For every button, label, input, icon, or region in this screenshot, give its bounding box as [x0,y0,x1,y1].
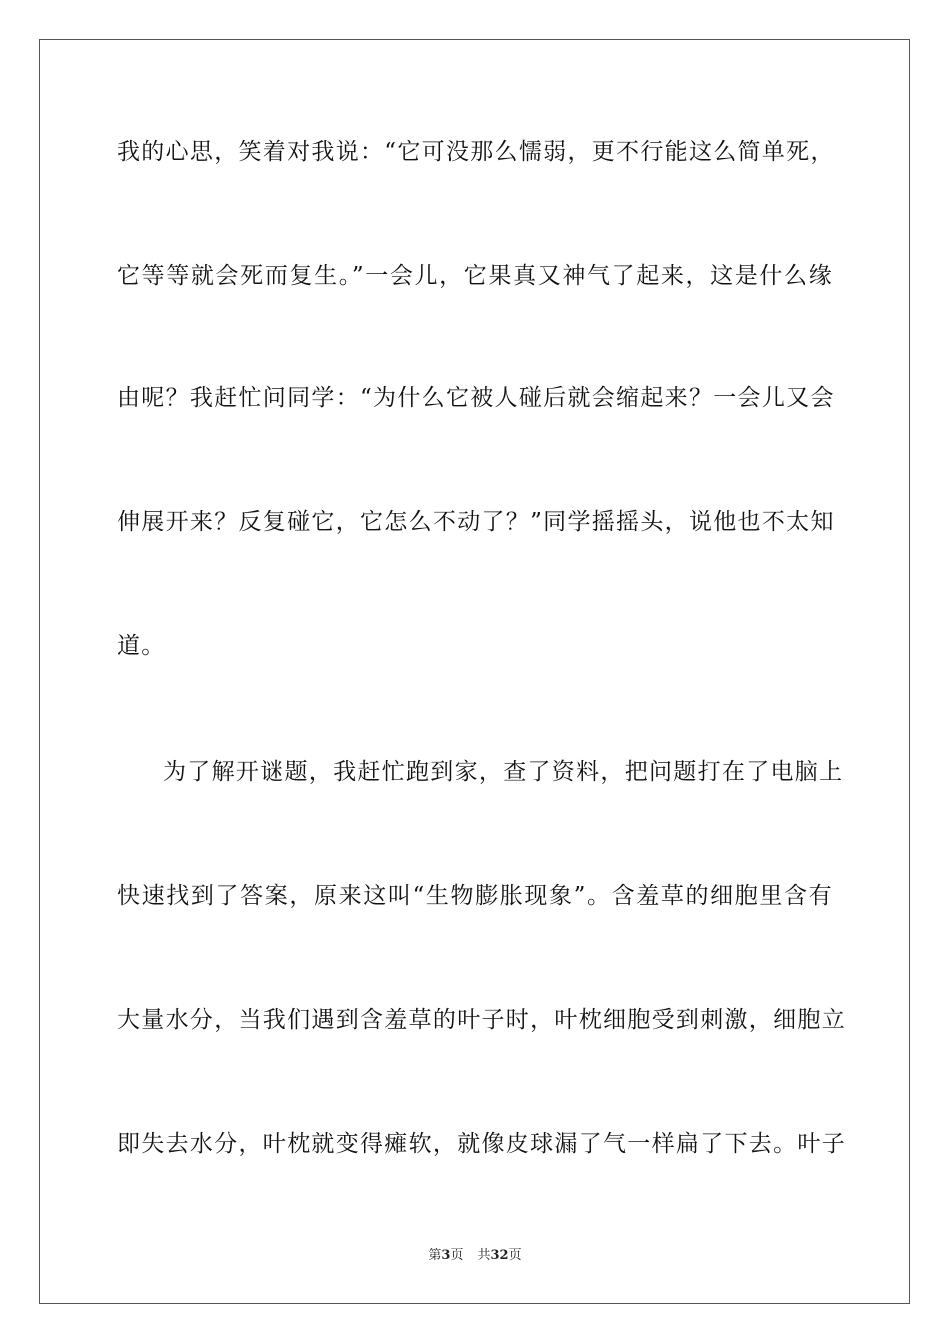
body-line-4: 伸展开来？反复碰它，它怎么不动了？”同学摇摇头，说他也不太知 [117,509,835,535]
body-line-1: 我的心思，笑着对我说：“它可没那么懦弱，更不行能这么简单死， [117,139,835,165]
body-line-7: 快速找到了答案，原来这叫“生物膨胀现象”。含羞草的细胞里含有 [117,883,833,909]
total-pages: 32 [490,1248,509,1263]
body-line-8: 大量水分，当我们遇到含羞草的叶子时，叶枕细胞受到刺激，细胞立 [117,1007,846,1033]
body-line-5: 道。 [117,633,166,659]
paragraph-2-first-line: 为了解开谜题，我赶忙跑到家，查了资料，把问题打在了电脑上 [163,759,844,785]
body-line-3: 由呢？我赶忙问同学：“为什么它被人碰后就会缩起来？一会儿又会 [117,385,835,411]
total-prefix: 共 [477,1248,491,1263]
page-prefix: 第 [428,1248,442,1263]
page-suffix: 页 [450,1248,464,1263]
body-line-2: 它等等就会死而复生。”一会儿，它果真又神气了起来，这是什么缘 [117,263,833,289]
page-footer [0,1247,950,1265]
total-suffix: 页 [508,1248,522,1263]
page-number: 3 [441,1248,451,1263]
page-border [39,39,910,1304]
body-line-9: 即失去水分，叶枕就变得瘫软，就像皮球漏了气一样扁了下去。叶子 [117,1131,846,1157]
